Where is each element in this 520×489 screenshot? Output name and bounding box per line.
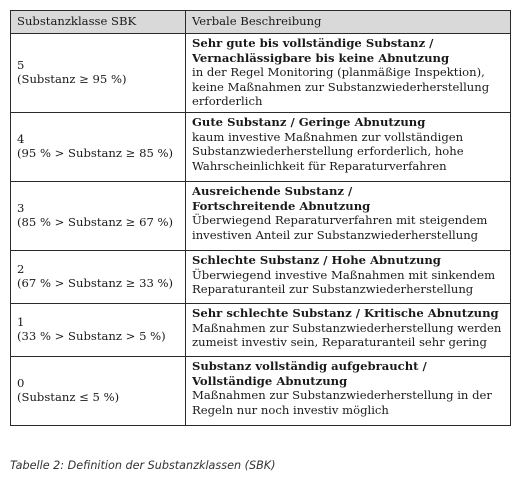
description-text: Substanzwiederherstellung erforderlich, hohe (192, 144, 464, 159)
table-row (11, 250, 511, 303)
class-cell (11, 181, 186, 250)
description-cell (186, 181, 511, 250)
table-row (11, 303, 511, 356)
class-number: 5 (17, 57, 25, 72)
class-number: 4 (17, 131, 25, 146)
class-number: 3 (17, 200, 25, 215)
header-class: Substanzklasse SBK (11, 11, 186, 34)
class-number: 2 (17, 261, 25, 276)
description-title: Sehr schlechte Substanz / Kritische Abnutzung (192, 305, 499, 320)
table-caption: Tabelle 2: Definition der Substanzklassen (SBK) (10, 459, 276, 472)
description-text: zumeist investiv sein, Reparaturanteil sehr gering (192, 335, 487, 350)
class-cell (11, 356, 186, 425)
table-row (11, 34, 511, 113)
description-cell (186, 112, 511, 181)
description-cell (186, 303, 511, 356)
table-row (11, 356, 511, 425)
class-range: (Substanz ≤ 5 %) (17, 390, 120, 405)
description-text: investiven Anteil zur Substanzwiederherstellung (192, 227, 479, 242)
class-number: 0 (17, 375, 25, 390)
header-description: Verbale Beschreibung (186, 11, 511, 34)
description-text: Maßnahmen zur Substanzwiederherstellung werden (192, 320, 502, 335)
description-text: Überwiegend Reparaturverfahren mit steigendem (192, 213, 488, 228)
description-cell (186, 356, 511, 425)
description-text: keine Maßnahmen zur Substanzwiederherstellung (192, 79, 490, 94)
description-cell (186, 250, 511, 303)
description-cell (186, 34, 511, 113)
substance-class-table (10, 10, 511, 426)
description-text: Regeln nur noch investiv möglich (192, 402, 389, 417)
description-title: Vernachlässigbare bis keine Abnutzung (192, 50, 450, 65)
description-text: in der Regel Monitoring (planmäßige Inspektion), (192, 65, 485, 80)
description-title: Gute Substanz / Geringe Abnutzung (192, 114, 426, 129)
class-cell (11, 250, 186, 303)
class-range: (85 % > Substanz ≥ 67 %) (17, 215, 174, 230)
class-cell (11, 112, 186, 181)
description-text: kaum investive Maßnahmen zur vollständigen (192, 129, 464, 144)
class-number: 1 (17, 314, 25, 329)
class-cell (11, 34, 186, 113)
class-range: (95 % > Substanz ≥ 85 %) (17, 146, 174, 161)
definition-table-container (10, 10, 510, 426)
description-title: Vollständige Abnutzung (192, 373, 348, 388)
description-text: Maßnahmen zur Substanzwiederherstellung in der (192, 388, 492, 403)
description-title: Schlechte Substanz / Hohe Abnutzung (192, 252, 441, 267)
description-title: Sehr gute bis vollständige Substanz / (192, 36, 434, 50)
table-row (11, 181, 511, 250)
description-title: Ausreichende Substanz / (192, 183, 353, 198)
description-title: Substanz vollständig aufgebraucht / (192, 358, 427, 373)
class-range: (67 % > Substanz ≥ 33 %) (17, 276, 174, 291)
description-text: Reparaturanteil zur Substanzwiederherstellung (192, 282, 474, 297)
description-text: Wahrscheinlichkeit für Reparaturverfahren (192, 158, 447, 173)
description-text: erforderlich (192, 94, 263, 109)
class-cell (11, 303, 186, 356)
class-range: (Substanz ≥ 95 %) (17, 72, 127, 87)
table-row (11, 112, 511, 181)
class-range: (33 % > Substanz > 5 %) (17, 329, 166, 344)
description-text: Überwiegend investive Maßnahmen mit sinkendem (192, 267, 496, 282)
description-title: Fortschreitende Abnutzung (192, 198, 371, 213)
table-header-row (11, 11, 511, 34)
